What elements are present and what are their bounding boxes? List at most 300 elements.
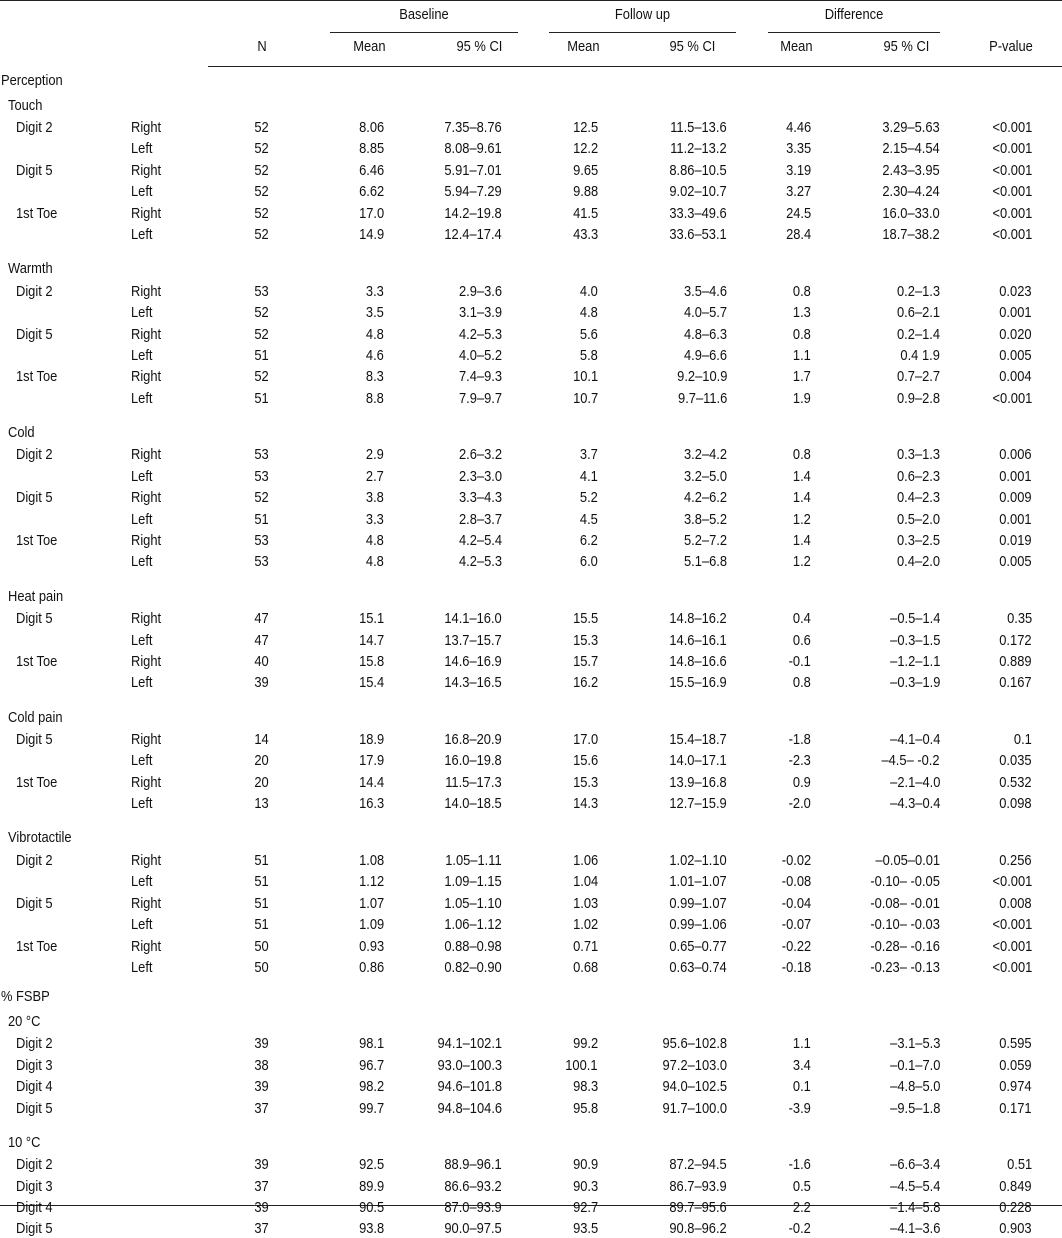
follow-ci-cell: 3.2–5.0 — [683, 467, 727, 485]
n-cell: 37 — [254, 1099, 269, 1117]
follow-mean-cell: 15.5 — [572, 610, 598, 628]
header-ci-diff: 95 % CI — [883, 38, 929, 55]
baseline-group-rule — [330, 32, 518, 33]
diff-ci-cell: 2.15–4.54 — [882, 140, 940, 158]
baseline-ci-cell: 93.0–100.3 — [437, 1056, 502, 1074]
follow-ci-cell: 94.0–102.5 — [662, 1078, 727, 1096]
n-cell: 47 — [254, 631, 269, 649]
n-cell: 51 — [254, 873, 269, 891]
side-cell: Left — [131, 226, 153, 243]
follow-mean-cell: 5.6 — [580, 325, 598, 343]
difference-group-rule — [768, 32, 940, 33]
follow-ci-cell: 0.99–1.06 — [669, 916, 727, 934]
p-value-cell: 0.889 — [999, 652, 1032, 670]
follow-mean-cell: 0.71 — [572, 937, 598, 955]
p-value-cell: 0.023 — [999, 282, 1032, 300]
diff-mean-cell: 2.2 — [793, 1199, 811, 1216]
diff-mean-cell: -0.08 — [781, 873, 811, 891]
follow-mean-cell: 98.3 — [572, 1078, 598, 1096]
site-cell: Digit 4 — [16, 1199, 53, 1216]
site-cell: 1st Toe — [16, 937, 58, 955]
side-cell: Right — [131, 368, 162, 386]
group-title: Warmth — [8, 260, 53, 278]
p-value-cell: 0.171 — [999, 1099, 1032, 1117]
header-ci-follow: 95 % CI — [669, 38, 715, 55]
baseline-mean-cell: 15.1 — [358, 610, 384, 628]
baseline-ci-cell: 1.09–1.15 — [444, 873, 502, 891]
diff-ci-cell: –9.5–1.8 — [889, 1099, 940, 1117]
diff-ci-cell: 0.2–1.4 — [896, 325, 940, 343]
site-cell: Digit 2 — [16, 851, 53, 869]
follow-mean-cell: 12.2 — [572, 140, 598, 158]
follow-mean-cell: 9.88 — [572, 183, 598, 201]
p-value-cell: 0.001 — [999, 467, 1032, 485]
follow-mean-cell: 92.7 — [572, 1199, 598, 1216]
p-value-cell: 0.167 — [999, 674, 1032, 692]
follow-ci-cell: 12.7–15.9 — [669, 795, 727, 813]
diff-ci-cell: –4.1–0.4 — [889, 731, 940, 748]
n-cell: 39 — [254, 1035, 269, 1053]
baseline-ci-cell: 16.0–19.8 — [444, 752, 502, 770]
baseline-mean-cell: 2.9 — [366, 446, 384, 464]
diff-mean-cell: 28.4 — [785, 226, 811, 243]
diff-ci-cell: –4.5–5.4 — [889, 1177, 940, 1195]
diff-mean-cell: 1.4 — [793, 532, 811, 549]
baseline-mean-cell: 2.7 — [366, 467, 384, 485]
diff-mean-cell: 1.1 — [793, 346, 811, 364]
follow-mean-cell: 6.0 — [580, 553, 598, 571]
side-cell: Right — [131, 325, 162, 343]
baseline-ci-cell: 2.9–3.6 — [458, 282, 502, 300]
side-cell: Right — [131, 446, 162, 464]
side-cell: Left — [131, 674, 153, 692]
diff-ci-cell: –0.05–0.01 — [875, 851, 940, 869]
site-cell: Digit 3 — [16, 1177, 53, 1195]
baseline-mean-cell: 14.4 — [358, 773, 384, 791]
side-cell: Left — [131, 795, 153, 813]
diff-ci-cell: 0.7–2.7 — [896, 368, 940, 386]
follow-ci-cell: 97.2–103.0 — [662, 1056, 727, 1074]
baseline-ci-cell: 5.91–7.01 — [444, 161, 502, 179]
follow-ci-cell: 86.7–93.9 — [669, 1177, 727, 1195]
follow-ci-cell: 33.3–49.6 — [669, 204, 727, 222]
group-title: 10 °C — [8, 1133, 41, 1151]
follow-mean-cell: 12.5 — [572, 119, 598, 136]
site-cell: Digit 2 — [16, 1156, 53, 1174]
follow-mean-cell: 10.7 — [572, 389, 598, 407]
diff-ci-cell: 18.7–38.2 — [882, 226, 940, 243]
diff-mean-cell: 0.8 — [793, 325, 811, 343]
baseline-ci-cell: 4.2–5.4 — [458, 532, 502, 549]
diff-ci-cell: -0.23– -0.13 — [870, 958, 940, 976]
group-title: Vibrotactile — [8, 829, 72, 847]
baseline-mean-cell: 3.3 — [366, 510, 384, 528]
follow-ci-cell: 13.9–16.8 — [669, 773, 727, 791]
baseline-mean-cell: 4.8 — [366, 325, 384, 343]
p-value-cell: 0.009 — [999, 489, 1032, 507]
baseline-mean-cell: 96.7 — [358, 1056, 384, 1074]
p-value-cell: <0.001 — [992, 204, 1032, 222]
n-cell: 13 — [254, 795, 269, 813]
baseline-mean-cell: 8.06 — [358, 119, 384, 136]
group-title: Heat pain — [8, 587, 64, 605]
baseline-mean-cell: 98.1 — [358, 1035, 384, 1053]
site-cell: Digit 2 — [16, 446, 53, 464]
follow-ci-cell: 4.0–5.7 — [683, 304, 727, 322]
baseline-mean-cell: 1.07 — [358, 894, 384, 912]
section-title: Perception — [1, 72, 63, 89]
n-cell: 52 — [254, 325, 269, 343]
diff-ci-cell: -0.10– -0.05 — [870, 873, 940, 891]
side-cell: Left — [131, 346, 153, 364]
diff-ci-cell: 0.4–2.3 — [896, 489, 940, 507]
follow-ci-cell: 3.5–4.6 — [683, 282, 727, 300]
diff-mean-cell: 0.8 — [793, 282, 811, 300]
baseline-ci-cell: 2.8–3.7 — [458, 510, 502, 528]
baseline-ci-cell: 0.88–0.98 — [444, 937, 502, 955]
baseline-ci-cell: 2.3–3.0 — [458, 467, 502, 485]
diff-mean-cell: -0.1 — [788, 652, 811, 670]
site-cell: Digit 5 — [16, 894, 53, 912]
p-value-cell: <0.001 — [992, 183, 1032, 201]
follow-mean-cell: 9.65 — [572, 161, 598, 179]
follow-mean-cell: 6.2 — [580, 532, 598, 549]
follow-mean-cell: 100.1 — [565, 1056, 598, 1074]
side-cell: Left — [131, 510, 153, 528]
baseline-mean-cell: 4.8 — [366, 532, 384, 549]
follow-ci-cell: 0.65–0.77 — [669, 937, 727, 955]
p-value-cell: 0.974 — [999, 1078, 1032, 1096]
follow-ci-cell: 5.2–7.2 — [683, 532, 727, 549]
diff-ci-cell: 0.5–2.0 — [896, 510, 940, 528]
p-value-cell: 0.035 — [999, 752, 1032, 770]
site-cell: Digit 2 — [16, 1035, 53, 1053]
top-rule — [0, 0, 1062, 1]
diff-ci-cell: 0.4–2.0 — [896, 553, 940, 571]
baseline-mean-cell: 17.9 — [358, 752, 384, 770]
follow-mean-cell: 16.2 — [572, 674, 598, 692]
diff-ci-cell: –0.1–7.0 — [889, 1056, 940, 1074]
p-value-cell: 0.532 — [999, 773, 1032, 791]
follow-mean-cell: 10.1 — [572, 368, 598, 386]
site-cell: Digit 5 — [16, 489, 53, 507]
diff-ci-cell: –4.1–3.6 — [889, 1220, 940, 1238]
p-value-cell: 0.098 — [999, 795, 1032, 813]
diff-mean-cell: -3.9 — [788, 1099, 811, 1117]
diff-ci-cell: 0.3–2.5 — [896, 532, 940, 549]
p-value-cell: 0.001 — [999, 304, 1032, 322]
baseline-ci-cell: 1.06–1.12 — [444, 916, 502, 934]
site-cell: 1st Toe — [16, 773, 58, 791]
n-cell: 53 — [254, 553, 269, 571]
follow-ci-cell: 15.5–16.9 — [669, 674, 727, 692]
group-title: Touch — [8, 96, 43, 114]
diff-ci-cell: -0.08– -0.01 — [870, 894, 940, 912]
n-cell: 52 — [254, 304, 269, 322]
p-value-cell: 0.228 — [999, 1199, 1032, 1216]
baseline-mean-cell: 3.8 — [366, 489, 384, 507]
follow-ci-cell: 11.5–13.6 — [670, 119, 727, 136]
side-cell: Left — [131, 389, 153, 407]
baseline-ci-cell: 8.08–9.61 — [444, 140, 502, 158]
diff-ci-cell: 0.6–2.3 — [896, 467, 940, 485]
site-cell: Digit 2 — [16, 119, 53, 136]
side-cell: Left — [131, 183, 153, 201]
baseline-mean-cell: 14.7 — [358, 631, 384, 649]
p-value-cell: 0.004 — [999, 368, 1032, 386]
diff-mean-cell: 0.6 — [793, 631, 811, 649]
p-value-cell: 0.059 — [999, 1056, 1032, 1074]
p-value-cell: 0.019 — [999, 532, 1032, 549]
n-cell: 39 — [254, 1078, 269, 1096]
follow-ci-cell: 8.86–10.5 — [669, 161, 727, 179]
baseline-mean-cell: 4.8 — [366, 553, 384, 571]
diff-ci-cell: –1.2–1.1 — [889, 652, 940, 670]
follow-ci-cell: 1.01–1.07 — [669, 873, 727, 891]
baseline-ci-cell: 88.9–96.1 — [444, 1156, 502, 1174]
site-cell: Digit 5 — [16, 610, 53, 628]
site-cell: Digit 5 — [16, 1220, 53, 1238]
follow-ci-cell: 4.8–6.3 — [683, 325, 727, 343]
baseline-ci-cell: 2.6–3.2 — [458, 446, 502, 464]
diff-ci-cell: –1.4–5.8 — [889, 1199, 940, 1216]
diff-mean-cell: 3.19 — [785, 161, 811, 179]
baseline-mean-cell: 0.86 — [358, 958, 384, 976]
follow-mean-cell: 1.02 — [572, 916, 598, 934]
p-value-cell: <0.001 — [992, 916, 1032, 934]
n-cell: 37 — [254, 1177, 269, 1195]
n-cell: 40 — [254, 652, 269, 670]
n-cell: 52 — [254, 368, 269, 386]
diff-ci-cell: 0.6–2.1 — [896, 304, 940, 322]
diff-mean-cell: 3.4 — [793, 1056, 811, 1074]
diff-mean-cell: 1.2 — [793, 510, 811, 528]
follow-ci-cell: 0.63–0.74 — [669, 958, 727, 976]
follow-mean-cell: 95.8 — [572, 1099, 598, 1117]
baseline-ci-cell: 16.8–20.9 — [444, 731, 502, 748]
diff-mean-cell: 0.1 — [793, 1078, 811, 1096]
baseline-ci-cell: 90.0–97.5 — [444, 1220, 502, 1238]
baseline-mean-cell: 89.9 — [358, 1177, 384, 1195]
n-cell: 20 — [254, 752, 269, 770]
baseline-ci-cell: 0.82–0.90 — [444, 958, 502, 976]
diff-ci-cell: –6.6–3.4 — [889, 1156, 940, 1174]
follow-ci-cell: 4.2–6.2 — [683, 489, 727, 507]
site-cell: Digit 5 — [16, 1099, 53, 1117]
side-cell: Right — [131, 937, 162, 955]
diff-mean-cell: -0.07 — [781, 916, 811, 934]
baseline-mean-cell: 3.5 — [366, 304, 384, 322]
baseline-mean-cell: 16.3 — [358, 795, 384, 813]
diff-ci-cell: –4.5– -0.2 — [881, 752, 940, 770]
follow-ci-cell: 0.99–1.07 — [669, 894, 727, 912]
n-cell: 39 — [254, 1156, 269, 1174]
p-value-cell: <0.001 — [992, 937, 1032, 955]
diff-mean-cell: -0.2 — [788, 1220, 811, 1238]
baseline-ci-cell: 3.1–3.9 — [458, 304, 502, 322]
side-cell: Right — [131, 731, 162, 748]
diff-mean-cell: 24.5 — [785, 204, 811, 222]
follow-ci-cell: 11.2–13.2 — [670, 140, 727, 158]
baseline-ci-cell: 14.2–19.8 — [444, 204, 502, 222]
baseline-ci-cell: 3.3–4.3 — [458, 489, 502, 507]
site-cell: 1st Toe — [16, 532, 58, 549]
diff-ci-cell: 0.9–2.8 — [896, 389, 940, 407]
site-cell: Digit 5 — [16, 325, 53, 343]
baseline-ci-cell: 7.35–8.76 — [444, 119, 502, 136]
diff-mean-cell: -2.3 — [788, 752, 811, 770]
follow-ci-cell: 9.7–11.6 — [677, 389, 727, 407]
baseline-ci-cell: 7.9–9.7 — [458, 389, 502, 407]
header-mean-follow: Mean — [567, 38, 600, 55]
follow-ci-cell: 89.7–95.6 — [669, 1199, 727, 1216]
diff-ci-cell: 0.3–1.3 — [896, 446, 940, 464]
diff-mean-cell: 0.4 — [793, 610, 811, 628]
n-cell: 51 — [254, 346, 269, 364]
n-cell: 39 — [254, 674, 269, 692]
follow-ci-cell: 95.6–102.8 — [662, 1035, 727, 1053]
baseline-mean-cell: 1.12 — [358, 873, 384, 891]
follow-ci-cell: 5.1–6.8 — [683, 553, 727, 571]
diff-ci-cell: 2.30–4.24 — [882, 183, 940, 201]
baseline-mean-cell: 1.09 — [358, 916, 384, 934]
header-mean-diff: Mean — [780, 38, 813, 55]
side-cell: Right — [131, 161, 162, 179]
n-cell: 14 — [254, 731, 269, 748]
p-value-cell: <0.001 — [992, 140, 1032, 158]
p-value-cell: 0.849 — [999, 1177, 1032, 1195]
follow-mean-cell: 15.3 — [572, 631, 598, 649]
n-cell: 52 — [254, 119, 269, 136]
n-cell: 52 — [254, 140, 269, 158]
n-cell: 37 — [254, 1220, 269, 1238]
baseline-ci-cell: 5.94–7.29 — [444, 183, 502, 201]
follow-ci-cell: 14.0–17.1 — [669, 752, 727, 770]
follow-mean-cell: 4.5 — [580, 510, 598, 528]
follow-ci-cell: 9.2–10.9 — [676, 368, 727, 386]
diff-mean-cell: -0.04 — [781, 894, 811, 912]
diff-mean-cell: 1.3 — [793, 304, 811, 322]
baseline-ci-cell: 14.0–18.5 — [444, 795, 502, 813]
n-cell: 53 — [254, 467, 269, 485]
follow-ci-cell: 15.4–18.7 — [669, 731, 727, 748]
baseline-mean-cell: 4.6 — [366, 346, 384, 364]
p-value-cell: 0.020 — [999, 325, 1032, 343]
follow-ci-cell: 14.6–16.1 — [669, 631, 727, 649]
group-title: Cold pain — [8, 708, 63, 726]
n-cell: 53 — [254, 532, 269, 549]
diff-ci-cell: -0.28– -0.16 — [870, 937, 940, 955]
site-cell: Digit 5 — [16, 161, 53, 179]
baseline-ci-cell: 14.3–16.5 — [444, 674, 502, 692]
diff-ci-cell: –2.1–4.0 — [889, 773, 940, 791]
site-cell: Digit 4 — [16, 1078, 53, 1096]
diff-ci-cell: –0.3–1.5 — [889, 631, 940, 649]
diff-ci-cell: -0.10– -0.03 — [870, 916, 940, 934]
section-title: % FSBP — [1, 988, 50, 1006]
p-value-cell: <0.001 — [992, 119, 1032, 136]
side-cell: Right — [131, 610, 162, 628]
n-cell: 51 — [254, 510, 269, 528]
site-cell: 1st Toe — [16, 652, 58, 670]
p-value-cell: 0.005 — [999, 346, 1032, 364]
diff-mean-cell: 0.8 — [793, 674, 811, 692]
diff-mean-cell: 0.5 — [793, 1177, 811, 1195]
follow-mean-cell: 17.0 — [572, 731, 598, 748]
side-cell: Right — [131, 532, 162, 549]
header-difference: Difference — [824, 6, 884, 23]
n-cell: 20 — [254, 773, 269, 791]
diff-mean-cell: 1.1 — [793, 1035, 811, 1053]
p-value-cell: 0.256 — [999, 851, 1032, 869]
baseline-ci-cell: 94.6–101.8 — [437, 1078, 502, 1096]
n-cell: 52 — [254, 226, 269, 243]
side-cell: Left — [131, 304, 153, 322]
diff-mean-cell: 1.7 — [793, 368, 811, 386]
diff-mean-cell: -1.6 — [788, 1156, 811, 1174]
follow-ci-cell: 3.2–4.2 — [683, 446, 727, 464]
baseline-ci-cell: 7.4–9.3 — [458, 368, 502, 386]
header-n: N — [257, 38, 267, 55]
baseline-ci-cell: 4.0–5.2 — [458, 346, 502, 364]
n-cell: 38 — [254, 1056, 269, 1074]
diff-mean-cell: 0.9 — [793, 773, 811, 791]
diff-mean-cell: 1.2 — [793, 553, 811, 571]
diff-ci-cell: 3.29–5.63 — [882, 119, 940, 136]
diff-ci-cell: –3.1–5.3 — [889, 1035, 940, 1053]
side-cell: Left — [131, 140, 153, 158]
baseline-ci-cell: 14.6–16.9 — [444, 652, 502, 670]
n-cell: 51 — [254, 916, 269, 934]
diff-mean-cell: 3.35 — [785, 140, 811, 158]
baseline-ci-cell: 1.05–1.10 — [444, 894, 502, 912]
baseline-mean-cell: 15.8 — [358, 652, 384, 670]
header-ci-baseline: 95 % CI — [456, 38, 502, 55]
p-value-cell: 0.1 — [1014, 731, 1032, 748]
follow-mean-cell: 4.8 — [580, 304, 598, 322]
site-cell: Digit 2 — [16, 282, 53, 300]
baseline-ci-cell: 13.7–15.7 — [444, 631, 502, 649]
n-cell: 50 — [254, 958, 269, 976]
follow-mean-cell: 90.3 — [572, 1177, 598, 1195]
side-cell: Left — [131, 873, 153, 891]
p-value-cell: 0.172 — [999, 631, 1032, 649]
follow-ci-cell: 91.7–100.0 — [662, 1099, 727, 1117]
side-cell: Right — [131, 119, 162, 136]
baseline-mean-cell: 1.08 — [358, 851, 384, 869]
side-cell: Right — [131, 773, 162, 791]
p-value-cell: <0.001 — [992, 958, 1032, 976]
side-cell: Left — [131, 553, 153, 571]
baseline-ci-cell: 87.0–93.9 — [444, 1199, 502, 1216]
follow-mean-cell: 93.5 — [572, 1220, 598, 1238]
diff-ci-cell: –0.5–1.4 — [889, 610, 940, 628]
diff-ci-cell: 16.0–33.0 — [882, 204, 940, 222]
follow-ci-cell: 87.2–94.5 — [669, 1156, 727, 1174]
diff-ci-cell: –0.3–1.9 — [889, 674, 940, 692]
follow-ci-cell: 14.8–16.2 — [669, 610, 727, 628]
baseline-mean-cell: 92.5 — [358, 1156, 384, 1174]
n-cell: 47 — [254, 610, 269, 628]
baseline-ci-cell: 14.1–16.0 — [444, 610, 502, 628]
follow-mean-cell: 5.2 — [580, 489, 598, 507]
p-value-cell: 0.903 — [999, 1220, 1032, 1238]
header-baseline: Baseline — [399, 6, 449, 23]
side-cell: Left — [131, 916, 153, 934]
baseline-mean-cell: 8.85 — [358, 140, 384, 158]
follow-mean-cell: 3.7 — [580, 446, 598, 464]
side-cell: Left — [131, 958, 153, 976]
